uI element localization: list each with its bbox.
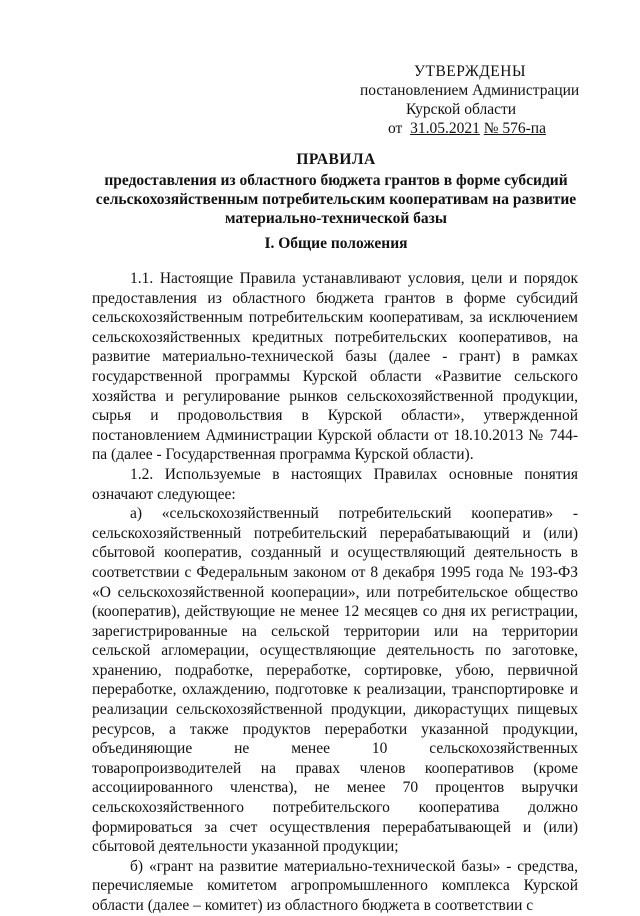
approval-issuer: постановлением Администрации (360, 82, 580, 99)
document-subtitle-line: сельскохозяйственным потребительским кооперативам на развитие (95, 191, 577, 208)
document-subtitle-line: материально-технической базы (224, 210, 448, 227)
paragraph: б) «грант на развитие материально-технической базы» - средства, перечисляемые комитетом агропромышленного комплекса Курской области (далее – комитет) из областного бюджета в соответствии с (92, 857, 578, 914)
approval-stamp (360, 62, 600, 138)
approval-date-prefix: от (388, 120, 403, 137)
paragraph: а) «сельскохозяйственный потребительский кооператив» - сельскохозяйственный потребительский перерабатывающий и (или) сбытовой кооператив, созданный и осуществляющий деятельность в соответствии с Федеральным законом от 8 декабря 1995 года № 193-ФЗ «О сельскохозяйственной кооперации», или потребительское общество (кооператив), действующие не менее 12 месяцев со дня их регистрации, зарегистрированные на сельской территории или на территории сельской агломерации, осуществляющие деятельность по заготовке, хранению, подработке, переработке, сортировке, убою, первичной переработке, охлаждению, подготовке к реализации, транспортировке и реализации сельскохозяйственной продукции, дикорастущих пищевых ресурсов, а также продуктов переработки указанной продукции, объединяющие не менее 10 сельскохозяйственных товаропроизводителей на правах членов кооперативов (кроме ассоциированного членства), не менее 70 процентов выручки сельскохозяйственного потребительского кооператива должно формироваться за счет осуществления перерабатывающей и (или) сбытовой деятельности указанной продукции; (92, 505, 578, 856)
section-heading: I. Общие положения (264, 235, 408, 252)
approval-date-line (360, 119, 600, 138)
document-title: ПРАВИЛА (296, 151, 376, 168)
document-subtitle-line: предоставления из областного бюджета грантов в форме субсидий (104, 172, 568, 189)
approval-number: № 576-па (483, 120, 546, 137)
paragraph: 1.1. Настоящие Правила устанавливают условия, цели и порядок предоставления из областного бюджета грантов в форме субсидий сельскохозяйственным потребительским кооперативам, за исключением сельскохозяйственных кредитных потребительских кооперативов, на развитие материально-технической базы (далее - грант) в рамках государственной программы Курской области «Развитие сельского хозяйства и регулирование рынков сельскохозяйственной продукции, сырья и продовольствия в Курской области», утвержденной постановлением Администрации Курской области от 18.10.2013 № 744-па (далее - Государственная программа Курской области). (92, 270, 578, 464)
approval-date: 31.05.2021 (410, 120, 480, 137)
document-body (92, 269, 578, 916)
paragraph: 1.2. Используемые в настоящих Правилах основные понятия означают следующее: (92, 465, 578, 503)
approval-region: Курской области (406, 101, 517, 118)
approval-title: УТВЕРЖДЕНЫ (414, 63, 526, 80)
document-title-block (92, 150, 580, 228)
